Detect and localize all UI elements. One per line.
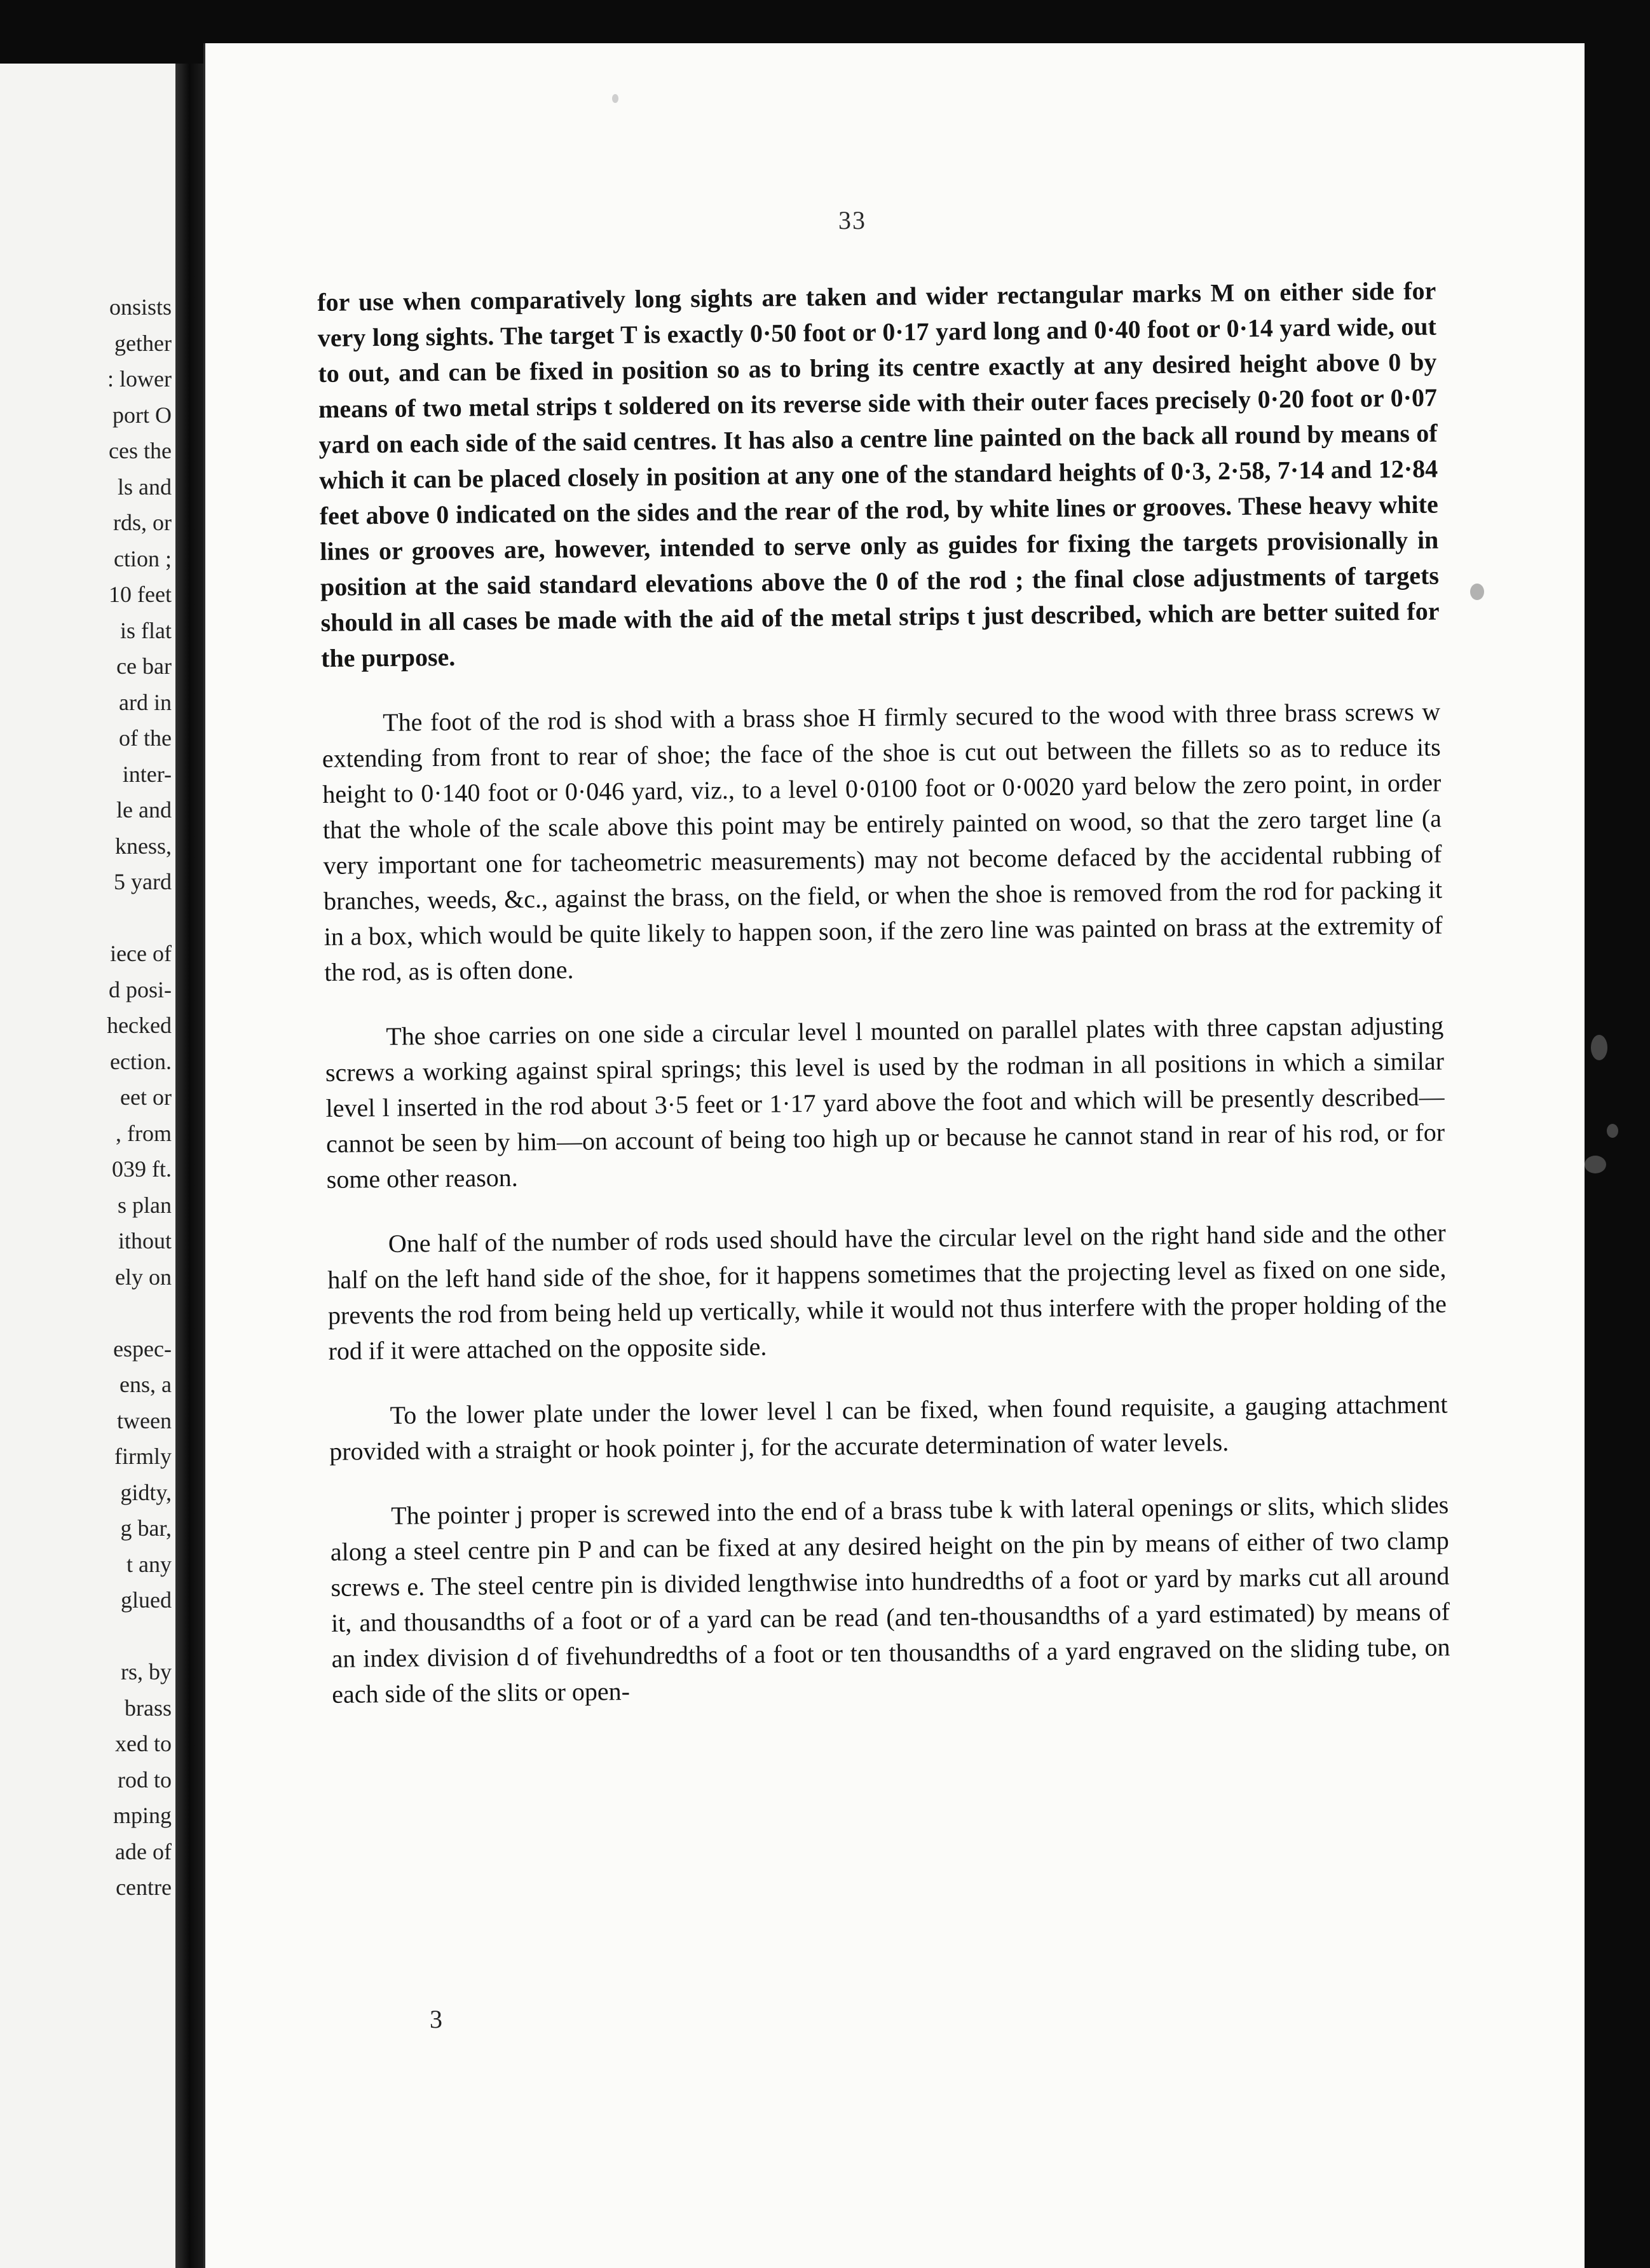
paragraph-circular-level: The shoe carries on one side a circular level l mounted on parallel plates with three capstan adjusting screws a working against spiral springs; this level is used by the rodman in all positions in which a similar level l inserted in the rod about 3·5 feet or 1·17 yard above the foot and which will be presently described—cannot be seen by him—on account of being too high up or because he cannot stand in rear of his rod, or for some other reason.: [325, 1011, 1445, 1194]
previous-page-line: ade of: [115, 1838, 172, 1864]
paragraph-pointer: The pointer j proper is screwed into the end of a brass tube k with lateral openings or slits, which slides along a steel centre pin P and can be fixed at any desired height on the pin by means of either of two clamp screws e. The steel centre pin is divided lengthwise into hundredths of a foot or yard by marks cut all around it, and thousandths of a foot or of a yard can be read (and ten-thousandths of a yard estimated) by means of an index division d of fivehundredths of a foot or ten thousandths of a yard engraved on the sliding tube, on each side of the slits or open-: [330, 1490, 1450, 1709]
previous-page-line: tween: [117, 1407, 172, 1433]
book-gutter: [175, 64, 203, 2268]
previous-page-line: ces the: [109, 438, 172, 463]
previous-page-line: gidty,: [120, 1479, 172, 1505]
previous-page-line: ens, a: [119, 1372, 172, 1397]
scan-speck: [612, 94, 618, 103]
previous-page-line: xed to: [115, 1731, 172, 1756]
page: [203, 43, 1585, 2268]
margin-stain: [1470, 584, 1484, 600]
previous-page-line: espec-: [113, 1336, 172, 1362]
previous-page-line: gether: [114, 330, 172, 356]
previous-page-line: [107, 900, 172, 936]
signature-mark: 3: [430, 2005, 442, 2033]
previous-page-line: le and: [116, 797, 172, 823]
paragraph-gauging-attachment: To the lower plate under the lower level l can be fixed, when found requisite, a gauging attachment provided with a straight or hook pointer j, for the accurate determination of water levels.: [329, 1390, 1448, 1466]
body-text: [317, 273, 1450, 1712]
previous-page-line: of the: [119, 725, 172, 751]
previous-page-line: ithout: [118, 1228, 172, 1254]
previous-page-line: ard in: [119, 689, 172, 715]
margin-stain: [1591, 1035, 1607, 1060]
previous-page-line: s plan: [118, 1192, 172, 1218]
previous-page-line: iece of: [110, 941, 172, 966]
previous-page-line: [107, 1618, 172, 1655]
previous-page-line: g bar,: [120, 1515, 172, 1541]
margin-stain: [1585, 1156, 1606, 1173]
previous-page-line: mping: [112, 1803, 172, 1828]
previous-page-line: onsists: [109, 294, 172, 320]
previous-page-line: 10 feet: [109, 582, 172, 607]
previous-page-line: is flat: [120, 617, 172, 643]
previous-page-line: 039 ft.: [112, 1156, 172, 1182]
margin-stain: [1607, 1124, 1618, 1138]
previous-page-line: 5 yard: [114, 869, 172, 894]
previous-page-line: firmly: [114, 1444, 172, 1469]
previous-page-line: ely on: [115, 1264, 172, 1290]
previous-page-line: [107, 1295, 172, 1331]
previous-page-line: hecked: [107, 1013, 172, 1038]
previous-page-line: ce bar: [116, 653, 172, 679]
previous-page-line: brass: [125, 1695, 172, 1721]
previous-page-line: rs, by: [121, 1659, 172, 1684]
paragraph-level-side: One half of the number of rods used should have the circular level on the right hand side and the other half on the left hand side of the shoe, for it happens sometimes that the projecting level as fixed on one side, prevents the rod from being held up vertically, while it would not thus interfere with the proper holding of the rod if it were attached on the opposite side.: [327, 1218, 1447, 1365]
page-number: 33: [838, 206, 866, 235]
paragraph-targets: for use when comparatively long sights are taken and wider rectangular marks M on either side for very long sights. The target T is exactly 0·50 foot or 0·17 yard long and 0·40 foot or 0·14 yard wide, out to out, and can be fixed in position so as to bring its centre exactly at any desired height above 0 by means of two metal strips t soldered on its reverse side with their outer faces precisely 0·20 foot or 0·07 yard on each side of the said centres. It has also a centre line painted on the back all round by means of which it can be placed closely in position at any one of the standard heights of 0·3, 2·58, 7·14 and 12·84 feet above 0 indicated on the sides and the rear of the rod, by white lines or grooves. These heavy white lines or grooves are, however, intended to serve only as guides for fixing the targets provisionally in position at the said standard elevations above the 0 of the rod ; the final close adjustments of targets should in all cases be made with the aid of the metal strips t just described, which are better suited for the purpose.: [317, 276, 1440, 673]
previous-page-line: d posi-: [109, 976, 172, 1002]
previous-page-line: ction ;: [114, 545, 172, 571]
previous-page-line: : lower: [107, 366, 172, 392]
previous-page-line: inter-: [122, 761, 172, 787]
previous-page-line: eet or: [120, 1084, 172, 1110]
previous-page-line: rod to: [118, 1766, 172, 1793]
previous-page-line: rds, or: [113, 510, 172, 535]
paragraph-brass-shoe: The foot of the rod is shod with a brass shoe H firmly secured to the wood with three brass screws w extending from front to rear of shoe; the face of the shoe is cut out between the fillets so as to reduce its height to 0·140 foot or 0·046 yard, viz., to a level 0·0100 foot or 0·0020 yard below the zero point, in order that the whole of the scale above this point may be entirely painted on wood, so that the zero target line (a very important one for tacheometric measurements) may not become defaced by the accidental rubbing of branches, weeds, &c., against the brass, on the field, or when the shoe is removed from the rod for packing it in a box, which would be quite likely to happen soon, if the zero line was painted on brass at the extremity of the rod, as is often done.: [322, 697, 1443, 987]
previous-page-fragment: [0, 64, 175, 2268]
previous-page-line: kness,: [115, 833, 172, 859]
previous-page-line: t any: [126, 1551, 172, 1577]
previous-page-line: ls and: [118, 474, 172, 500]
previous-page-line: glued: [121, 1587, 172, 1613]
previous-page-text-column: [107, 289, 172, 1906]
previous-page-line: , from: [116, 1120, 172, 1146]
previous-page-line: ection.: [110, 1048, 172, 1074]
previous-page-line: centre: [116, 1875, 172, 1900]
previous-page-line: port O: [112, 402, 172, 428]
